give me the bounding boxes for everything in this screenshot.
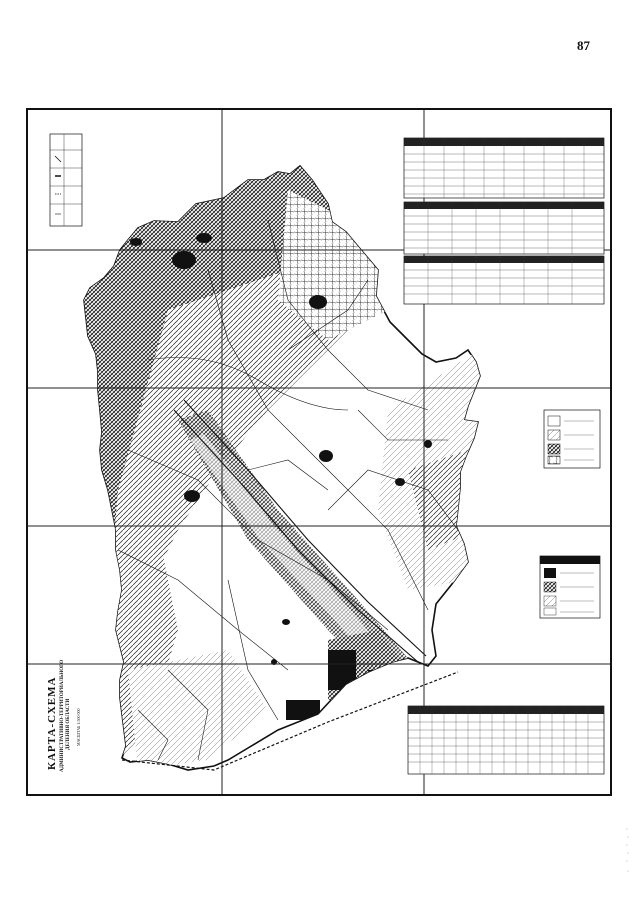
map-frame [26,108,612,796]
density-legend [540,556,600,618]
roads-legend-box [50,134,82,226]
stat-table-3 [404,256,604,304]
stat-table-2 [404,202,604,254]
scan-noise [624,825,632,885]
map-scale: МАСШТАБ 1:500 000 [76,708,81,746]
page-number: 87 [577,38,590,53]
map-subtitle-line-2: ДЕЛЕНИЯ ОБЛАСТИ [66,698,71,750]
stat-table-1 [404,138,604,198]
pattern-legend [544,410,600,468]
map-title: КАРТА-СХЕМА [46,676,58,770]
map-subtitle-line-1: АДМИНИСТРАТИВНО-ТЕРРИТОРИАЛЬНОГО [60,659,65,772]
map-canvas [28,110,610,794]
bottom-data-table [408,706,604,774]
